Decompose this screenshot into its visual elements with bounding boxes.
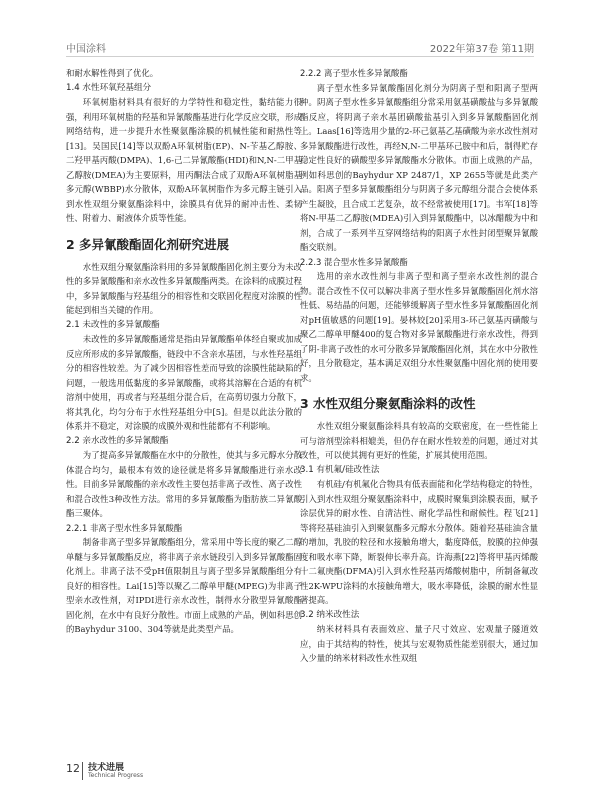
running-header xyxy=(66,38,534,56)
paragraph: 离子型水性多异氰酸酯固化剂分为阴离子型和阳离子型两种。阴离子型水性多异氰酸酯组分常采用氨基磺酸盐与多异氰酸酯反应，将阴离子亲水基团磺酸盐基引入到多异氰酸酯固化剂上。Laas[16]等选用少量的2-环己氨基乙基磺酸为亲水改性剂对多异氰酸酯进行改性，再经N,N-二甲基环己胺中和后，制得贮存稳定性良好的磺酸型多异氰酸酯水分散体。市面上成熟的产品，例如科思创的Bayhydur XP 2487/1，XP 2655等就是此类产品。阳离子型多异氰酸酯组分与阴离子多元醇组分混合会使体系产生凝胶，且合成工艺复杂，故不经常被使用[17]。韦军[18]等将N-甲基二乙醇胺(MDEA)引入到异氰酸酯中，以冰醋酸为中和剂，合成了一系列半互穿网络结构的阳离子水性封闭型聚异氰酸酯交联剂。 xyxy=(300,82,538,252)
journal-name: 中国涂料 xyxy=(66,44,106,55)
section-heading-2-2-3: 2.2.3 混合型水性多异氰酸酯 xyxy=(300,256,408,267)
right-column xyxy=(300,66,538,666)
left-column xyxy=(66,66,302,637)
section-heading-3: 3 水性双组分聚氨酯涂料的改性 xyxy=(300,396,476,411)
paragraph: 纳米材料具有表面效应、量子尺寸效应、宏观量子隧道效应，由于其结构的特性，使其与宏观物质性能差别很大，通过加入少量的纳米材料改性水性双组 xyxy=(300,624,538,663)
paragraph: 有机硅/有机氟化合物具有低表面能和化学结构稳定的特性，引入到水性双组分聚氨酯涂料中，成膜时聚集到涂膜表面，赋予涂层优异的耐水性、自清洁性、耐化学品性和耐候性。程飞[21]等将羟基硅油引入到聚氨酯多元醇水分散体。随着羟基硅油含量的增加，乳胶的粒径和水接触角增大，黏度降低，胶膜的拉伸强度和吸水率下降，断裂伸长率升高。许海燕[22]等将甲基丙烯酸十二氟庚酯(DFMA)引入到水性羟基丙烯酸树脂中，所制备氟改性2K-WPU涂料的水接触角增大，吸水率降低，涂膜的耐水性显著提高。 xyxy=(300,479,538,605)
section-heading-2-2-1: 2.2.1 非离子型水性多异氰酸酯 xyxy=(66,522,183,533)
section-heading-2-1: 2.1 未改性的多异氰酸酯 xyxy=(66,319,160,330)
section-heading-2-2-2: 2.2.2 离子型水性多异氰酸酯 xyxy=(300,68,408,78)
paragraph: 水性双组分聚氨酯涂料用的多异氰酸酯固化剂主要分为未改性的多异氰酸酯和亲水改性多异氰酸酯两类。在涂料的成膜过程中，多异氰酸酯与羟基组分的相容性和交联固化程度对涂膜的性能起到相当关键的作用。 xyxy=(66,261,302,315)
paragraph: 制备非离子型多异氰酸酯组分，常采用中等长度的聚乙二醇单醚与多异氰酸酯反应，将非离子亲水链段引入到多异氰酸酯固化剂上。非离子法不受pH值限制且与离子型多异氰酸酯组分有良好的相容性。Lai[15]等以聚乙二醇单甲醚(MPEG)为非离子型亲水改性剂，对IPDI进行亲水改性，制得水分散型异氰酸酯固化剂，在水中有良好分散性。市面上成熟的产品，例如科思创的Bayhydur 3100、304等就是此类型产品。 xyxy=(66,537,302,634)
section-heading-3-1: 3.1 有机氟/硅改性法 xyxy=(300,464,380,475)
issue-info: 2022年第37卷 第11期 xyxy=(429,44,534,55)
section-label: 技术进展 xyxy=(88,763,125,773)
paragraph: 水性双组分聚氨酯涂料具有较高的交联密度，在一些性能上可与溶剂型涂料相媲美，但仍存在耐水性较差的问题，通过对其改性，可以使其拥有更好的性能，扩展其使用范围。 xyxy=(300,421,538,460)
section-heading-2-2: 2.2 亲水改性的多异氰酸酯 xyxy=(66,435,169,446)
paragraph: 未改性的多异氰酸酯通常是指由异氰酸酯单体经自聚或加成反应所形成的多异氰酸酯，链段中不含亲水基团，与水性羟基组分的相容性较差。为了减少因相容性差而导致的涂膜性能缺陷的问题，一般选用低黏度的多异氰酸酯，或将其溶解在合适的有机溶剂中使用，再或者与羟基组分混合后，在高剪切强力分散下，将其乳化，均匀分布于水性羟基组分中[5]。但是以此法分散的体系并不稳定，对涂膜的成膜外观和性能都有不利影响。 xyxy=(66,334,302,431)
paragraph: 为了提高多异氰酸酯在水中的分散性，使其与多元醇水分散体混合均匀，最根本有效的途径就是将多异氰酸酯进行亲水改性。目前多异氰酸酯的亲水改性主要包括非离子改性、离子改性和混合改性3种改性方法。常用的多异氰酸酯为脂肪族二异氰酸酯三聚体。 xyxy=(66,450,302,518)
paragraph: 环氧树脂材料具有很好的力学特性和稳定性，黏结能力很强，利用环氧树脂的羟基和异氰酸酯基进行化学反应交联，形成网络结构，进一步提升水性聚氨酯涂膜的机械性能和耐热性等[13]。吴国民[14]等以双酚A环氧树脂(EP)、N-苄基乙醇胺、二羟甲基丙酸(DMPA)、1,6-己二异氰酸酯(HDI)和N,N-二甲基乙醇胺(DMEA)为主要原料，用丙酮法合成了双酚A环氧树脂基多元醇(WBBP)水分散体，双酚A环氧树脂作为多元醇主链引入到水性双组分聚氨酯涂料中，涂膜具有优异的耐冲击性、柔韧性、附着力、耐液体介质等性能。 xyxy=(66,97,302,223)
section-heading-3-2: 3.2 纳米改性法 xyxy=(300,609,360,620)
paragraph: 选用的亲水改性剂与非离子型和离子型亲水改性剂的混合物。混合改性不仅可以解决非离子型水性多异氰酸酯固化剂水溶性低、易结晶的问题，还能够缓解离子型水性多异氰酸酯固化剂对pH值敏感的问题[19]。晏林姣[20]采用3-环己氨基丙磺酸与聚乙二醇单甲醚400的复合物对多异氰酸酯进行亲水改性，得到了阴-非离子改性的水可分散多异氰酸酯固化剂，其在水中分散性好，且分散稳定，基本满足双组分水性聚氨酯中固化剂的使用要求。 xyxy=(300,271,538,383)
footer-divider xyxy=(82,762,83,780)
paragraph: 和耐水解性得到了优化。 xyxy=(66,68,159,78)
section-label-en: Technical Progress xyxy=(88,772,144,779)
header-divider xyxy=(66,56,534,57)
section-heading-1-4: 1.4 水性环氧羟基组分 xyxy=(66,82,152,93)
page-number: 12 xyxy=(66,762,80,775)
section-heading-2: 2 多异氰酸酯固化剂研究进展 xyxy=(66,236,230,252)
